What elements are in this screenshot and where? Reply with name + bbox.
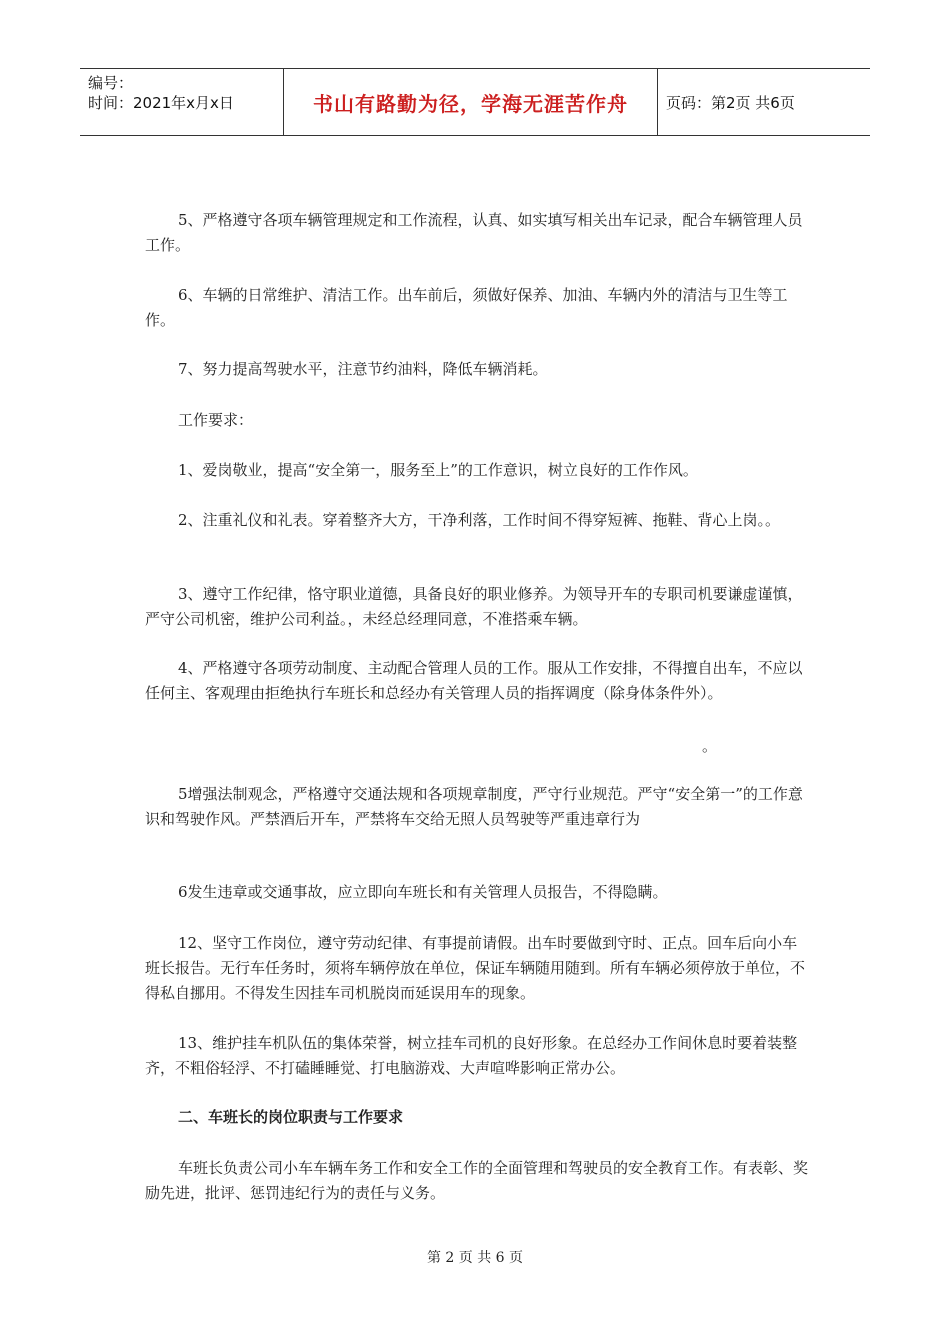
stray-period-mark: 。 — [702, 737, 718, 755]
paragraph-team-leader-duty: 车班长负责公司小车车辆车务工作和安全工作的全面管理和驾驶员的安全教育工作。有表彰、奖励先进，批评、惩罚违纪行为的责任与义务。 — [145, 1159, 809, 1202]
document-time-label: 时间：2021年x月x日 — [88, 94, 234, 112]
header-page-info: 页码：第2页 共6页 — [666, 93, 795, 112]
paragraph-requirement-13: 13、维护挂车机队伍的集体荣誉，树立挂车司机的良好形象。在总经办工作间休息时要着装整齐，不粗俗轻浮、不打磕睡睡觉、打电脑游戏、大声喧哗影响正常办公。 — [145, 1034, 798, 1077]
section-label-work-requirements: 工作要求： — [178, 411, 254, 429]
document-number-label: 编号： — [88, 74, 134, 92]
paragraph-requirement-3: 3、遵守工作纪律，恪守职业道德，具备良好的职业修养。为领导开车的专职司机要谦虚谨慎，严守公司机密，维护公司利益。，未经总经理同意，不准搭乘车辆。 — [145, 585, 803, 628]
page-footer: 第 2 页 共 6 页 — [426, 1250, 524, 1266]
section-heading-team-leader: 二、车班长的岗位职责与工作要求 — [178, 1108, 404, 1126]
paragraph-requirement-6: 6发生违章或交通事故，应立即向车班长和有关管理人员报告，不得隐瞒。 — [178, 883, 668, 901]
header-motto: 书山有路勤为径，学海无涯苦作舟 — [283, 69, 658, 135]
paragraph-requirement-1: 1、爱岗敬业，提高“安全第一，服务至上”的工作意识，树立良好的工作作风。 — [178, 461, 698, 479]
paragraph-requirement-5: 5增强法制观念，严格遵守交通法规和各项规章制度，严守行业规范。严守“安全第一”的工作意识和驾驶作风。严禁酒后开车，严禁将车交给无照人员驾驶等严重违章行为 — [145, 785, 803, 828]
page-header — [80, 68, 870, 136]
paragraph-duty-5: 5、严格遵守各项车辆管理规定和工作流程，认真、如实填写相关出车记录，配合车辆管理人员工作。 — [145, 211, 803, 254]
paragraph-duty-7: 7、努力提高驾驶水平，注意节约油料，降低车辆消耗。 — [178, 360, 548, 378]
paragraph-requirement-2: 2、注重礼仪和礼表。穿着整齐大方，干净利落，工作时间不得穿短裤、拖鞋、背心上岗。。 — [178, 511, 781, 529]
paragraph-requirement-4: 4、严格遵守各项劳动制度、主动配合管理人员的工作。服从工作安排，不得擅自出车，不应以任何主、客观理由拒绝执行车班长和总经办有关管理人员的指挥调度（除身体条件外）。 — [145, 659, 803, 702]
paragraph-duty-6: 6、车辆的日常维护、清洁工作。出车前后，须做好保养、加油、车辆内外的清洁与卫生等工作。 — [145, 286, 788, 329]
header-meta — [80, 69, 283, 135]
paragraph-requirement-12: 12、坚守工作岗位，遵守劳动纪律、有事提前请假。出车时要做到守时、正点。回车后向小车班长报告。无行车任务时，须将车辆停放在单位，保证车辆随用随到。所有车辆必须停放于单位，不得私自挪用。不得发生因挂车司机脱岗而延误用车的现象。 — [145, 934, 806, 1002]
